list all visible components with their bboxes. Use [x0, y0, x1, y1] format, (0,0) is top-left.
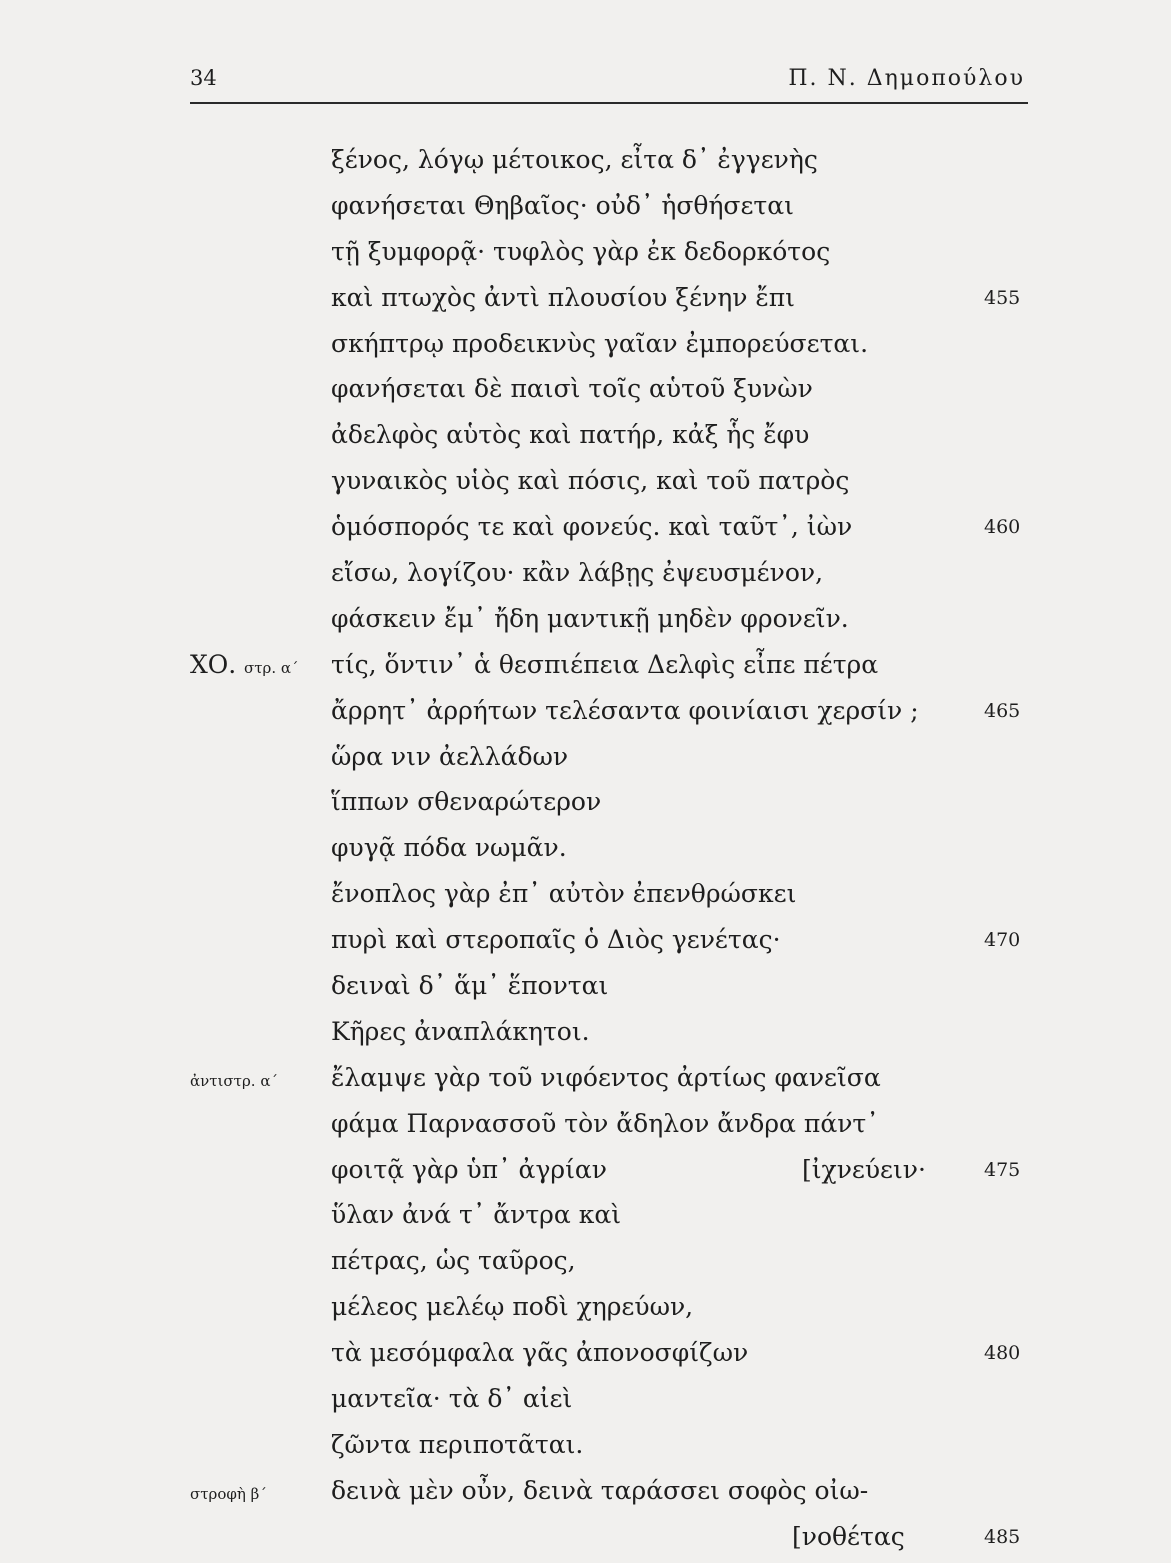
verse-line: [0, 1012, 1171, 1058]
running-head: Π. Ν. Δημοπούλου: [788, 66, 1025, 91]
verse-text: φοιτᾷ γὰρ ὑπ᾽ ἀγρίαν: [331, 1154, 607, 1184]
verse-text: ὥρα νιν ἀελλάδων: [331, 741, 569, 771]
line-number: 485: [984, 1525, 1021, 1548]
verse-line: [0, 782, 1171, 828]
verse-line: [0, 1241, 1171, 1287]
verse-text: δεινὰ μὲν οὖν, δεινὰ ταράσσει σοφὸς οἰω-: [331, 1475, 869, 1505]
verse-text: καὶ πτωχὸς ἀντὶ πλουσίου ξένην ἔπι: [331, 282, 795, 312]
header-rule: [190, 102, 1028, 104]
speaker-label: ΧΟ.: [190, 649, 237, 679]
verse-line: [0, 1287, 1171, 1333]
verse-continuation-text: [νοθέτας: [792, 1521, 905, 1551]
verse-line: [0, 1195, 1171, 1241]
verse-line: [0, 186, 1171, 232]
verse-line: [0, 645, 1171, 691]
verse-text: ζῶντα περιποτᾶται.: [331, 1429, 584, 1459]
verse-text: πυρὶ καὶ στεροπαῖς ὁ Διὸς γενέτας·: [331, 925, 781, 955]
verse-text: τὰ μεσόμφαλα γᾶς ἀπονοσφίζων: [331, 1338, 749, 1368]
verse-text: γυναικὸς υἱὸς καὶ πόσις, καὶ τοῦ πατρὸς: [331, 466, 850, 496]
antistrophe-label: ἀντιστρ. α΄: [190, 1071, 278, 1090]
verse-line: [0, 1104, 1171, 1150]
verse-text: τῇ ξυμφορᾷ· τυφλὸς γὰρ ἐκ δεδορκότος: [331, 236, 831, 266]
verse-text: φάμα Παρνασσοῦ τὸν ἄδηλον ἄνδρα πάντ᾽: [331, 1108, 879, 1138]
verse-line: [0, 415, 1171, 461]
verse-text: μέλεος μελέῳ ποδὶ χηρεύων,: [331, 1292, 694, 1322]
verse-text: ἔλαμψε γὰρ τοῦ νιφόεντος ἀρτίως φανεῖσα: [331, 1062, 881, 1092]
verse-text: πέτρας, ὡς ταῦρος,: [331, 1246, 576, 1276]
verse-line: [0, 553, 1171, 599]
verse-text: ἀδελφὸς αὑτὸς καὶ πατήρ, κἀξ ἧς ἔφυ: [331, 420, 810, 450]
line-number: 455: [984, 286, 1021, 309]
verse-text: ἄρρητ᾽ ἀρρήτων τελέσαντα φοινίαισι χερσίν ;: [331, 695, 919, 725]
verse-text: φανήσεται Θηβαῖος· οὐδ᾽ ἡσθήσεται: [331, 190, 794, 220]
verse-text: δειναὶ δ᾽ ἅμ᾽ ἕπονται: [331, 971, 609, 1001]
verse-line: [0, 232, 1171, 278]
verse-line: [0, 1333, 1171, 1379]
strophe-label: στρ. α΄: [244, 658, 299, 677]
verse-line: [0, 966, 1171, 1012]
line-number: 475: [984, 1158, 1021, 1181]
verse-text: σκήπτρῳ προδεικνὺς γαῖαν ἐμπορεύσεται.: [331, 328, 869, 358]
verse-text: μαντεῖα· τὰ δ᾽ αἰεὶ: [331, 1384, 573, 1414]
verse-line: [0, 278, 1171, 324]
verse-line: [0, 828, 1171, 874]
verse-text: εἴσω, λογίζου· κἂν λάβῃς ἐψευσμένον,: [331, 558, 824, 588]
verse-line: [0, 140, 1171, 186]
page-header: [190, 66, 1025, 102]
verse-text: ὁμόσπορός τε καὶ φονεύς. καὶ ταῦτ᾽, ἰὼν: [331, 512, 853, 542]
verse-line: [0, 874, 1171, 920]
verse-line: [0, 1058, 1171, 1104]
line-number: 470: [984, 929, 1021, 952]
page-number: 34: [190, 66, 217, 90]
verse-text: ὕλαν ἀνά τ᾽ ἄντρα καὶ: [331, 1200, 622, 1230]
verse-text: φανήσεται δὲ παισὶ τοῖς αὑτοῦ ξυνὼν: [331, 374, 813, 404]
verse-line: [0, 920, 1171, 966]
verse-line: [0, 1379, 1171, 1425]
verse-line: [0, 691, 1171, 737]
verse-text: τίς, ὅντιν᾽ ἁ θεσπιέπεια Δελφὶς εἶπε πέτρα: [331, 649, 879, 679]
verse-text: ἵππων σθεναρώτερον: [331, 787, 602, 817]
verse-line: [0, 737, 1171, 783]
verse-line: [0, 507, 1171, 553]
verse-text: φυγᾷ πόδα νωμᾶν.: [331, 833, 567, 863]
verse-text: ἔνοπλος γὰρ ἐπ᾽ αὐτὸν ἐπενθρώσκει: [331, 879, 797, 909]
verse-text: ξένος, λόγῳ μέτοικος, εἶτα δ᾽ ἐγγενὴς: [331, 145, 818, 174]
line-number: 480: [984, 1342, 1021, 1365]
line-number: 460: [984, 516, 1021, 539]
verse-overflow-text: [ἰχνεύειν·: [802, 1154, 926, 1184]
line-number: 465: [984, 699, 1021, 722]
verse-line: [0, 1425, 1171, 1471]
verse-line: [0, 369, 1171, 415]
verse-line: [0, 1150, 1171, 1196]
verse-text-block: [0, 140, 1171, 1563]
verse-line: [0, 1517, 1171, 1563]
verse-line: [0, 461, 1171, 507]
strophe-label: στροφὴ β΄: [190, 1484, 267, 1503]
verse-line: [0, 1471, 1171, 1517]
verse-line: [0, 324, 1171, 370]
verse-line: [0, 599, 1171, 645]
verse-text: φάσκειν ἔμ᾽ ἤδη μαντικῇ μηδὲν φρονεῖν.: [331, 603, 849, 633]
verse-text: Κῆρες ἀναπλάκητοι.: [331, 1016, 590, 1046]
